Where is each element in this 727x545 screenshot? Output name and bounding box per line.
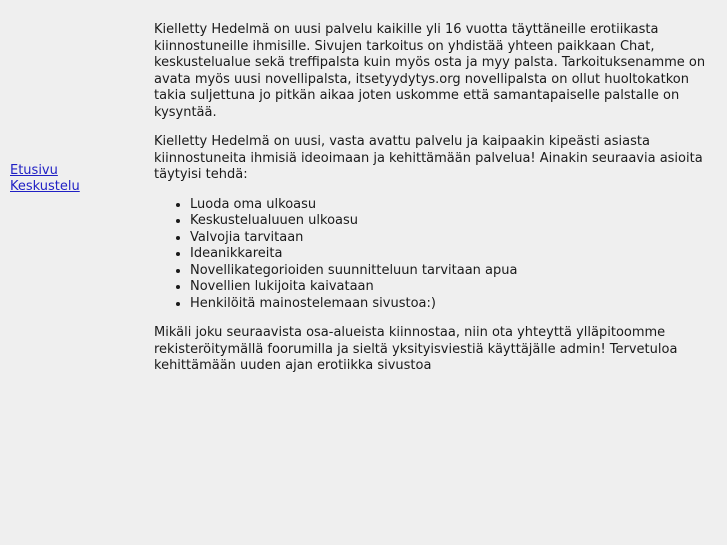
nav-link-etusivu[interactable]: Etusivu (10, 163, 58, 178)
help-wanted-paragraph: Kielletty Hedelmä on uusi, vasta avattu palvelu ja kaipaakin kipeästi asiasta kiinnostuneita ihmisiä ideoimaan ja kehittämään palvelua! Ainakin seuraavia asioita täytyisi tehdä: (154, 134, 703, 182)
list-item: • Novellien lukijoita kaivataan (190, 279, 720, 296)
list-item: • Luoda oma ulkoasu (190, 197, 720, 214)
list-item: • Henkilöitä mainostelemaan sivustoa:) (190, 296, 720, 313)
sidebar-nav (10, 163, 140, 195)
list-item: • Valvojia tarvitaan (190, 230, 720, 247)
nav-link-keskustelu[interactable]: Keskustelu (10, 179, 80, 194)
task-list (154, 197, 720, 313)
intro-paragraph: Kielletty Hedelmä on uusi palvelu kaikille yli 16 vuotta täyttäneille erotiikasta kiinnostuneille ihmisille. Sivujen tarkoitus on yhdistää yhteen paikkaan Chat, keskustelualue sekä treffipalsta kuin myös osta ja myy palsta. Tarkoituksenamme on avata myös uusi novellipalsta, itsetyydytys.org novellipalsta on ollut huoltokatkon takia suljettuna jo pitkän aikaa joten uskomme että samantapaiselle palstalle on kysyntää. (154, 22, 706, 120)
contact-paragraph: Mikäli joku seuraavista osa-alueista kiinnostaa, niin ota yhteyttä ylläpitoomme rekisteröitymällä foorumilla ja sieltä yksityisviestiä käyttäjälle admin! Tervetuloa kehittämään uuden ajan erotiikka sivustoa (154, 325, 678, 373)
list-item: • Keskustelualuuen ulkoasu (190, 213, 720, 230)
main-content (154, 22, 720, 388)
list-item: • Ideanikkareita (190, 246, 720, 263)
list-item: • Novellikategorioiden suunnitteluun tarvitaan apua (190, 263, 720, 280)
